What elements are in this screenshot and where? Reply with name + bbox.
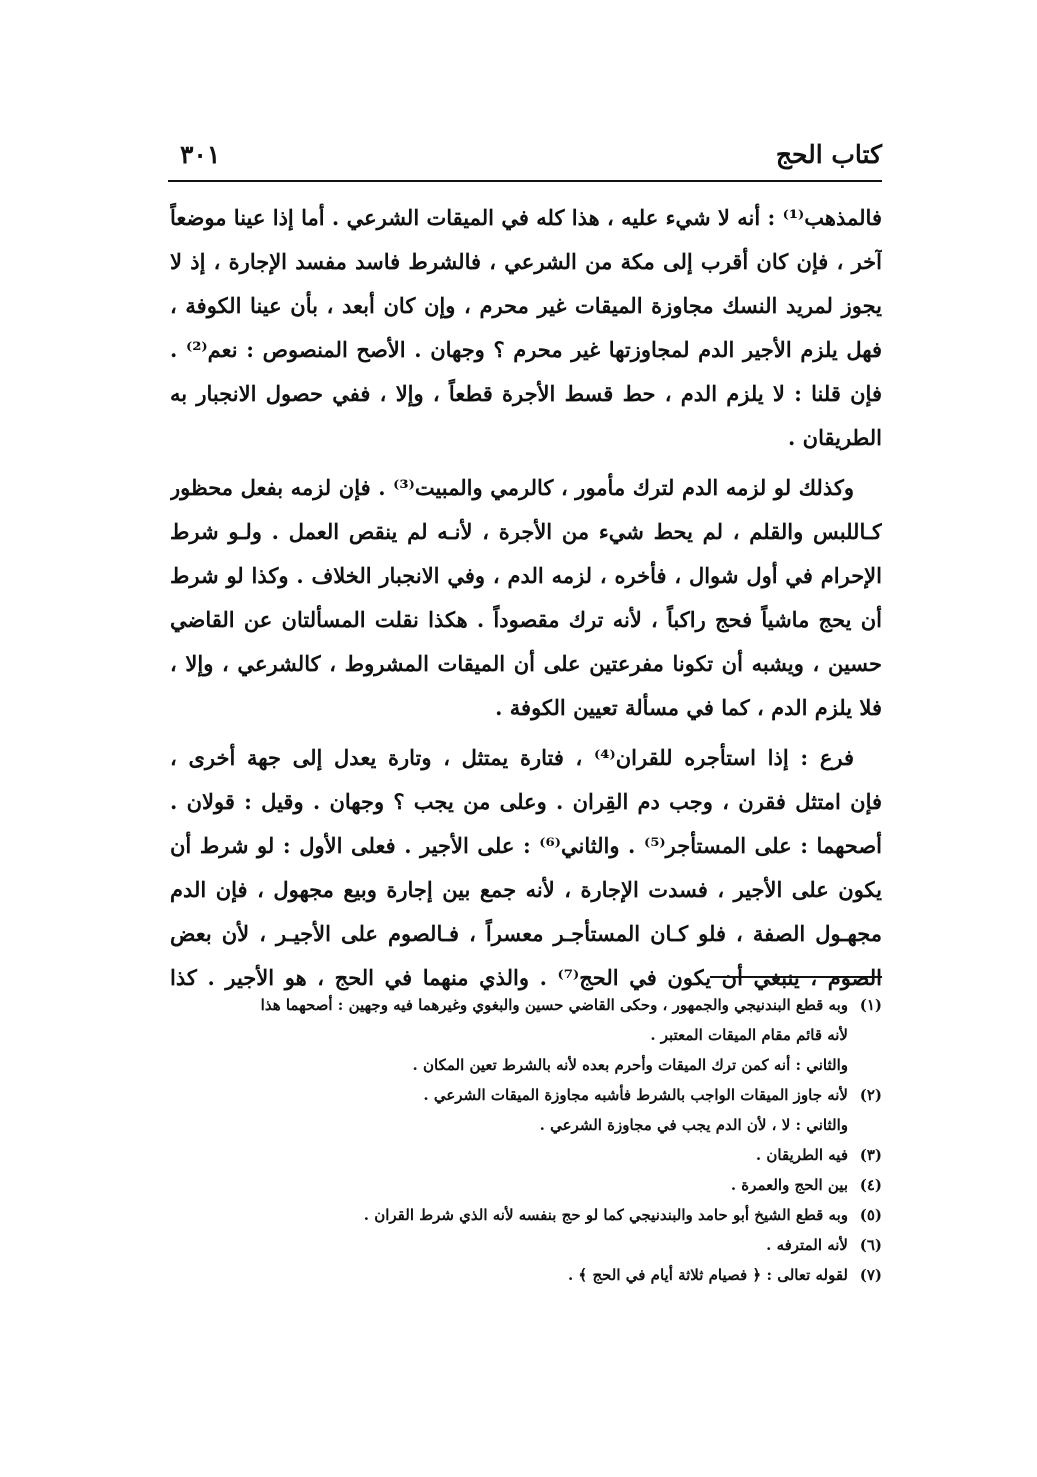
footnote-text: لأنه قائم مقام الميقات المعتبر . (650, 1026, 848, 1044)
footnote-number: (٢) (859, 1086, 882, 1104)
footnote-number: (٦) (859, 1236, 882, 1254)
footnote-text: وبه قطع البندنيجي والجمهور ، وحكى القاضي حسين والبغوي وغيرهما فيه وجهين : أصحهما هذا (260, 996, 848, 1014)
footnote-text: لأنه جاوز الميقات الواجب بالشرط فأشبه مجاوزة الميقات الشرعي . (423, 1086, 848, 1104)
main-text (170, 196, 882, 1000)
footnote-1 (170, 990, 882, 1020)
footnote-2 (170, 1080, 882, 1110)
text-line: أن يحج ماشياً فحج راكباً ، لأنه ترك مقصوداً . هكذا نقلت المسألتان عن القاضي (170, 607, 882, 632)
footnote-divider (710, 976, 882, 978)
text-line: فالمذهب⁽¹⁾ : أنه لا شيء عليه ، هذا كله في الميقات الشرعي . أما إذا عينا موضعاً (170, 205, 882, 230)
footnote-5 (170, 1200, 882, 1230)
footnote-1-continued (170, 1020, 882, 1050)
text-line: مجهـول الصفة ، فلو كـان المستأجـر معسراً ، فـالصوم على الأجيـر ، لأن بعض (170, 921, 882, 946)
paragraph-2 (170, 466, 882, 730)
footnote-6 (170, 1230, 882, 1260)
text-line: فإن قلنا : لا يلزم الدم ، حط قسط الأجرة قطعاً ، وإلا ، ففي حصول الانجبار به (170, 381, 882, 406)
text-line: أصحهما : على المستأجر⁽⁵⁾ . والثاني⁽⁶⁾ : على الأجير . فعلى الأول : لو شرط أن (170, 833, 882, 858)
footnote-text: وبه قطع الشيخ أبو حامد والبندنيجي كما لو حج بنفسه لأنه الذي شرط القران . (363, 1206, 848, 1224)
footnote-text: والثاني : لا ، لأن الدم يجب في مجاوزة الشرعي . (539, 1116, 848, 1134)
footnote-text: فيه الطريقان . (755, 1146, 848, 1164)
footnote-number: (٥) (859, 1206, 882, 1224)
footnote-1-second-opinion (170, 1050, 882, 1080)
footnote-number: (٣) (859, 1146, 882, 1164)
text-line: الصوم ، ينبغي أن يكون في الحج⁽⁷⁾ . والذي منهما في الحج ، هو الأجير . كذا (170, 965, 882, 990)
footnote-number: (٧) (859, 1266, 882, 1284)
header-divider (168, 180, 882, 182)
text-line: فرع : إذا استأجره للقران⁽⁴⁾ ، فتارة يمتثل ، وتارة يعدل إلى جهة أخرى ، (170, 745, 854, 770)
footnote-number: (٤) (859, 1176, 882, 1194)
text-line: فهل يلزم الأجير الدم لمجاوزتها غير محرم ؟ وجهان . الأصح المنصوص : نعم⁽²⁾ . (170, 337, 882, 362)
text-line: الطريقان . (788, 425, 882, 450)
footnote-3 (170, 1140, 882, 1170)
footnote-4 (170, 1170, 882, 1200)
footnotes (170, 990, 882, 1290)
text-line: وكذلك لو لزمه الدم لترك مأمور ، كالرمي والمبيت⁽³⁾ . فإن لزمه بفعل محظور (170, 475, 854, 500)
footnote-text: لأنه المترفه . (766, 1236, 848, 1254)
text-line: فإن امتثل فقرن ، وجب دم القِران . وعلى من يجب ؟ وجهان . وقيل : قولان . (170, 789, 882, 814)
paragraph-3 (170, 736, 882, 1000)
footnote-text: لقوله تعالى : ﴿ فصيام ثلاثة أيام في الحج ﴾ . (567, 1266, 848, 1284)
footnote-text: والثاني : أنه كمن ترك الميقات وأحرم بعده لأنه بالشرط تعين المكان . (412, 1056, 848, 1074)
text-line: كـاللبس والقلم ، لم يحط شيء من الأجرة ، لأنـه لم ينقص العمل . ولـو شرط (170, 519, 882, 544)
text-line: الإحرام في أول شوال ، فأخره ، لزمه الدم ، وفي الانجبار الخلاف . وكذا لو شرط (170, 563, 882, 588)
footnote-number: (١) (859, 996, 882, 1014)
page-number: ٣٠١ (180, 140, 221, 169)
header-title: كتاب الحج (775, 140, 882, 169)
text-line: حسين ، ويشبه أن تكونا مفرعتين على أن الميقات المشروط ، كالشرعي ، وإلا ، (170, 651, 882, 676)
footnote-7 (170, 1260, 882, 1290)
text-line: آخر ، فإن كان أقرب إلى مكة من الشرعي ، فالشرط فاسد مفسد الإجارة ، إذ لا (170, 249, 882, 274)
paragraph-1 (170, 196, 882, 460)
running-header (170, 136, 882, 180)
footnote-text: بين الحج والعمرة . (730, 1176, 848, 1194)
text-line: يكون على الأجير ، فسدت الإجارة ، لأنه جمع بين إجارة وبيع مجهول ، فإن الدم (170, 877, 882, 902)
footnote-2-second-opinion (170, 1110, 882, 1140)
text-line: فلا يلزم الدم ، كما في مسألة تعيين الكوفة . (495, 695, 882, 720)
text-line: يجوز لمريد النسك مجاوزة الميقات غير محرم ، وإن كان أبعد ، بأن عينا الكوفة ، (170, 293, 882, 318)
